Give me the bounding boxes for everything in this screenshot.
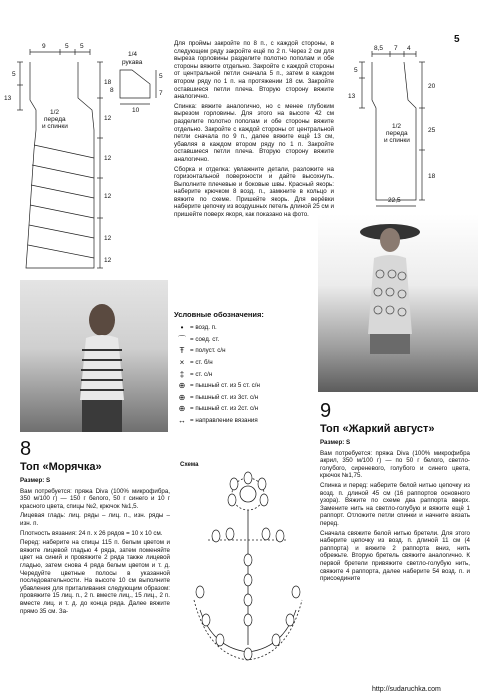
article-number: 8 <box>20 438 32 460</box>
dim-top-2: 7 <box>394 45 398 52</box>
page-number: 5 <box>454 34 460 45</box>
anchor-crochet-scheme <box>178 470 318 680</box>
legend-symbol-icon: Ŧ <box>179 346 185 356</box>
article-title: Топ «Жаркий август» <box>320 423 435 435</box>
dim-right-1: 20 <box>428 83 436 90</box>
paragraph-stitch: Лицевая гладь: лиц. ряды – лиц. п., изн. ряды – изн. п. <box>20 512 170 527</box>
dim-right-3: 18 <box>428 173 436 180</box>
watermark: http://sudaruchka.com <box>372 686 441 693</box>
article-body <box>320 450 470 583</box>
legend-symbol-icon: ⊕ <box>178 392 186 402</box>
dim-left-2: 13 <box>4 95 12 102</box>
sleeve-quarter: 1/4 <box>128 51 138 58</box>
legend-item <box>174 415 314 427</box>
dim-right-1: 18 <box>104 79 112 86</box>
dim-right-2: 25 <box>428 127 436 134</box>
model-photo-crochet-top <box>318 214 478 392</box>
caption-front: переда <box>44 116 66 123</box>
legend-item <box>174 357 314 369</box>
model-photo-striped-top <box>20 280 168 432</box>
article-title: Топ «Морячка» <box>20 461 102 473</box>
legend-text: = пышный ст. из 5 ст. с/н <box>190 382 260 390</box>
scheme-label: Схема <box>180 462 199 468</box>
paragraph-armhole: Для проймы закройте по 8 п., с каждой стороны, в следующем ряду закройте ещё по 2 п. Через 2 см для выреза горловины разделите полотно пополам и обе стороны вяжите отдельно. Закройте с каждой стороны от центральной петли сначала 5 п., затем в каждом втором ряду по 1 п. на протяжении 18 см. Закройте оставшиеся петли плеча. Вторую сторону вяжите аналогично. <box>174 40 334 101</box>
paragraph-back-front: Спинка и перед: наберите белой нитью цепочку из возд. п. длиной 45 см (16 раппортов основного узора). Вяжите по схеме два раппорта вверх. Замените нить на светло-голубую и вяжите ещё 1 раппорт. Отложите петли спинки и начните вязать перед. <box>320 481 470 527</box>
legend-item <box>174 345 314 357</box>
caption-back: и спинки <box>42 123 68 130</box>
caption-half: 1/2 <box>392 123 402 130</box>
article-number: 9 <box>320 400 332 422</box>
pattern-diagram-right <box>340 40 480 210</box>
legend-text: = ст. б/н <box>190 359 213 367</box>
sleeve-dim-1: 5 <box>159 73 163 80</box>
legend-symbol-icon: ⌒ <box>178 334 186 344</box>
article-9 <box>320 400 470 583</box>
article-body <box>20 488 170 616</box>
middle-column-text <box>174 40 334 219</box>
legend-symbol-icon: ⊕ <box>178 381 186 391</box>
dim-top-1: 8,5 <box>374 45 384 52</box>
paragraph-gauge: Плотность вязания: 24 п. x 26 рядов = 10 x 10 см. <box>20 529 163 537</box>
article-size: Размер: S <box>320 439 351 446</box>
legend-item <box>174 322 314 334</box>
caption-half: 1/2 <box>50 109 60 116</box>
legend <box>174 310 314 426</box>
dim-left-2: 13 <box>348 93 356 100</box>
dim-right-2: 12 <box>104 115 112 122</box>
photo-figure <box>318 214 478 392</box>
dim-top-1: 9 <box>42 43 46 50</box>
dim-bottom: 22,5 <box>388 197 401 204</box>
dim-left-1: 5 <box>12 71 16 78</box>
legend-text: = пышный ст. из 3ст. с/н <box>190 393 259 401</box>
legend-text: = возд. п. <box>190 324 217 332</box>
paragraph-back: Спинка: вяжите аналогично, но с менее глубоким вырезом горловины. Для этого на высоте 42 см разделите полотно пополам и обе стороны вяжите отдельно. Закройте с каждой стороны от центральной петли сначала по 9 п., далее вяжите ещё 13 см, убавляя в каждом втором ряду по 1 п. Закройте оставшиеся петли плеча. Вторую сторону вяжите аналогично. <box>174 102 334 163</box>
photo-figure <box>20 280 168 432</box>
legend-item <box>174 380 314 392</box>
paragraph-straps: Сначала свяжите белой нитью бретели. Для этого наберите цепочку из возд. п. длиной 11 см (4 раппорта) и вяжите 2 раппорта вниз, нить обрежьте. Вторую бретель свяжите аналогично. К первой бретели привяжите светло-голубую нить, свяжите 4 раппорта, далее наберите 54 возд. п. и присоедините <box>320 529 470 583</box>
pattern-diagram-left <box>0 40 172 280</box>
article-size: Размер: S <box>20 477 51 484</box>
sleeve-dim-3: 8 <box>110 87 114 94</box>
legend-text: = пышный ст. из 2ст. с/н <box>190 405 259 413</box>
dim-right-4: 12 <box>104 193 112 200</box>
legend-title: Условные обозначения: <box>174 310 264 319</box>
legend-symbol-icon: × <box>179 358 185 368</box>
legend-symbol-icon: ⊕ <box>178 404 186 414</box>
dim-left-1: 5 <box>354 67 358 74</box>
article-8 <box>20 438 170 615</box>
dim-top-3: 4 <box>407 45 411 52</box>
paragraph-assembly: Сборка и отделка: увлажните детали, разложите на горизонтальной поверхности и дайте высохнуть. Выполните плечевые и боковые швы. Красный якорь: наберите крючком 8 возд. п., замкните в кольцо и вяжите по схеме. Пришейте якорь. Для верёвки наберите цепочку из воздушных петель длиной 25 см и пришейте поверх якоря, как показано на фото. <box>174 165 334 219</box>
legend-item <box>174 368 314 380</box>
dim-top-3: 5 <box>80 43 84 50</box>
legend-symbol-icon: • <box>180 323 184 333</box>
legend-item <box>174 403 314 415</box>
sleeve-dim-2: 7 <box>159 90 163 97</box>
legend-text: = ст. с/н <box>190 370 213 378</box>
legend-item <box>174 392 314 404</box>
legend-items <box>174 322 314 426</box>
dim-right-3: 12 <box>104 155 112 162</box>
caption-front: переда <box>386 130 408 137</box>
paragraph-front: Перед: наберите на спицы 115 п. белым цветом и вяжите лицевой гладью 4 ряда, затем поменяйте цвет на синий и провяжите 2 ряда также лицевой гладью, затем снова 4 ряда белым цветом и т. д. Чередуйте цветные полосы в указанной последовательности. На высоте 10 см выполните убавления для приталивания следующим образом: провяжите 15 лиц. п., 2 п. вместе лиц., 15 лиц., 2 п. вместе лиц. и т. д. до конца ряда. Далее вяжите прямо 35 см. За- <box>20 539 170 615</box>
legend-symbol-icon: ‡ <box>179 369 185 379</box>
sleeve-dim-4: 10 <box>132 107 140 114</box>
paragraph-materials: Вам потребуется: пряжа Diva (100% микрофибра, 350 м/100 г) — 150 г белого, 50 г синего и 10 г красного цвета, спицы №2, крючок №1,5. <box>20 487 170 510</box>
caption-back: и спинки <box>384 137 410 144</box>
legend-text: = соед. ст. <box>190 335 220 343</box>
legend-text: = направление вязания <box>190 417 258 425</box>
dim-right-6: 12 <box>104 257 112 264</box>
paragraph-materials: Вам потребуется: пряжа Diva (100% микрофибра акрил, 350 м/100 г) — по 50 г белого, светло-голубого, сиреневого, голубого и синего цвета, крючок №1,75. <box>320 449 470 480</box>
legend-symbol-icon: ↔ <box>178 416 186 426</box>
sleeve-label: рукава <box>122 59 143 66</box>
legend-item <box>174 334 314 346</box>
dim-top-2: 5 <box>65 43 69 50</box>
legend-text: = полуст. с/н <box>190 347 226 355</box>
dim-right-5: 12 <box>104 235 112 242</box>
